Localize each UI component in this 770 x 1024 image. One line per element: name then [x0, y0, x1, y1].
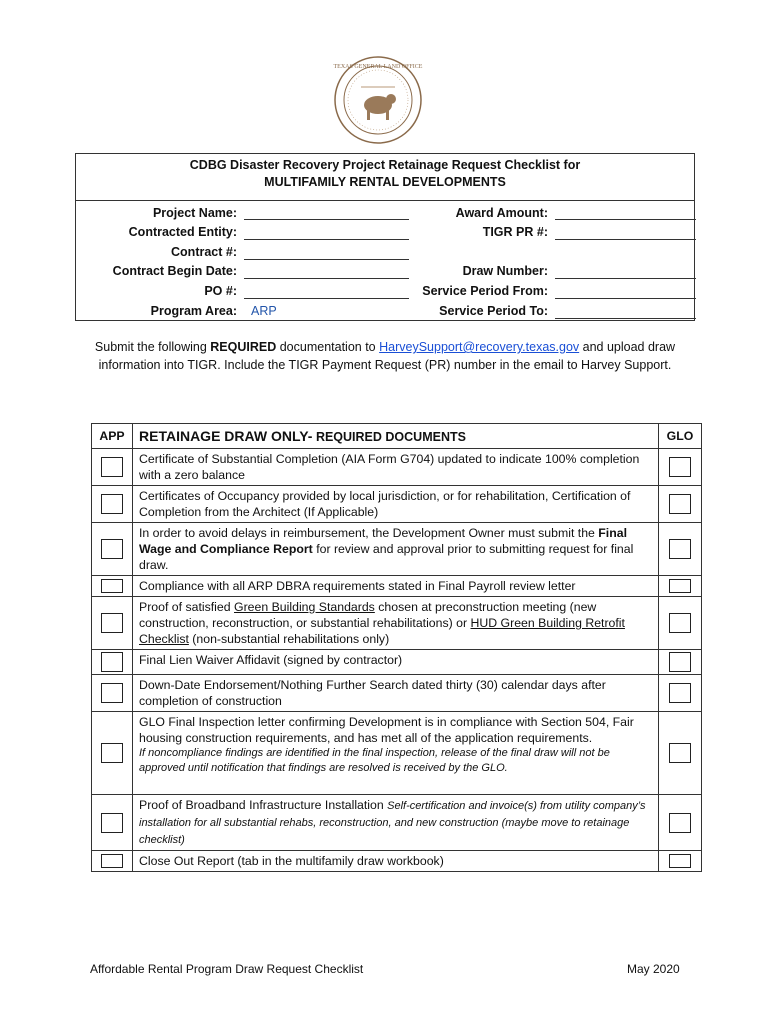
glo-column-header: GLO	[659, 424, 702, 449]
requirement-text: Certificates of Occupancy provided by local jurisdiction, or for rehabilitation, Certification of Completion from the Architect (If Applicable)	[133, 486, 659, 523]
app-checkbox[interactable]	[101, 494, 123, 514]
tigr-pr-label: TIGR PR #:	[482, 225, 548, 239]
award-amount-field[interactable]	[555, 219, 696, 220]
contracted-entity-field[interactable]	[244, 239, 409, 240]
requirement-text: Close Out Report (tab in the multifamily draw workbook)	[133, 851, 659, 872]
submission-instructions: Submit the following REQUIRED documentation to HarveySupport@recovery.texas.gov and upload draw information into TIGR. Include the TIGR Payment Request (PR) number in the email to Harvey Support.	[94, 340, 676, 372]
requirement-text: Certificate of Substantial Completion (AIA Form G704) updated to indicate 100% completion with a zero balance	[133, 449, 659, 486]
draw-number-label: Draw Number:	[462, 264, 548, 278]
app-checkbox[interactable]	[101, 854, 123, 868]
app-checkbox[interactable]	[101, 457, 123, 477]
harvey-support-email-link[interactable]: HarveySupport@recovery.texas.gov	[379, 340, 580, 354]
requirement-text: Compliance with all ARP DBRA requirements stated in Final Payroll review letter	[133, 576, 659, 597]
footer-date: May 2020	[627, 962, 680, 976]
glo-checkbox[interactable]	[669, 494, 691, 514]
form-title-line2: MULTIFAMILY RENTAL DEVELOPMENTS	[264, 175, 506, 189]
program-area-value[interactable]: ARP	[251, 304, 277, 318]
service-period-to-field[interactable]	[555, 318, 696, 319]
table-row	[92, 712, 702, 795]
app-checkbox[interactable]	[101, 652, 123, 672]
form-title	[75, 153, 695, 201]
contract-number-field[interactable]	[244, 259, 409, 260]
requirement-text: Proof of satisfied Green Building Standards chosen at preconstruction meeting (new construction, reconstruction, or substantial rehabilitations) or HUD Green Building Retrofit Checklist (non-substantial rehabilitations only)	[133, 597, 659, 650]
contract-begin-date-label: Contract Begin Date:	[112, 264, 237, 278]
po-number-label: PO #:	[204, 284, 237, 298]
award-amount-label: Award Amount:	[455, 206, 548, 220]
svg-text:TEXAS GENERAL LAND OFFICE: TEXAS GENERAL LAND OFFICE	[333, 64, 423, 70]
requirement-text: In order to avoid delays in reimbursement, the Development Owner must submit the Final Wage and Compliance Report for review and approval prior to submitting request for final draw.	[133, 523, 659, 576]
service-period-to-label: Service Period To:	[439, 304, 548, 318]
table-row	[92, 597, 702, 650]
app-column-header: APP	[92, 424, 133, 449]
project-info-box	[75, 201, 695, 321]
table-row	[92, 675, 702, 712]
table-row	[92, 650, 702, 675]
tigr-pr-field[interactable]	[555, 239, 696, 240]
service-period-from-field[interactable]	[555, 298, 696, 299]
form-title-line1: CDBG Disaster Recovery Project Retainage Request Checklist for	[189, 158, 581, 172]
project-name-label: Project Name:	[152, 206, 237, 220]
project-name-field[interactable]	[244, 219, 409, 220]
app-checkbox[interactable]	[101, 579, 123, 593]
requirement-text: Final Lien Waiver Affidavit (signed by contractor)	[133, 650, 659, 675]
table-row	[92, 795, 702, 851]
table-row	[92, 523, 702, 576]
requirement-text: Proof of Broadband Infrastructure Installation Self-certification and invoice(s) from utility company’s installation for all substantial rehabs, reconstruction, and new construction (maybe move to retainage checklist)	[133, 795, 659, 851]
po-number-field[interactable]	[244, 298, 409, 299]
footer-title: Affordable Rental Program Draw Request Checklist	[90, 962, 364, 976]
retainage-checklist-table	[91, 423, 702, 872]
contract-number-label: Contract #:	[171, 245, 237, 259]
requirement-text: Down-Date Endorsement/Nothing Further Search dated thirty (30) calendar days after completion of construction	[133, 675, 659, 712]
glo-checkbox[interactable]	[669, 743, 691, 763]
glo-checkbox[interactable]	[669, 854, 691, 868]
app-checkbox[interactable]	[101, 613, 123, 633]
documents-column-header: RETAINAGE DRAW ONLY- REQUIRED DOCUMENTS	[133, 424, 659, 449]
app-checkbox[interactable]	[101, 683, 123, 703]
table-row	[92, 486, 702, 523]
glo-seal-logo	[333, 55, 423, 145]
contract-begin-date-field[interactable]	[244, 278, 409, 279]
glo-checkbox[interactable]	[669, 579, 691, 593]
draw-number-field[interactable]	[555, 278, 696, 279]
app-checkbox[interactable]	[101, 813, 123, 833]
program-area-label: Program Area:	[150, 304, 237, 318]
table-header-row	[92, 424, 702, 449]
glo-checkbox[interactable]	[669, 539, 691, 559]
app-checkbox[interactable]	[101, 743, 123, 763]
glo-checkbox[interactable]	[669, 813, 691, 833]
table-row	[92, 851, 702, 872]
service-period-from-label: Service Period From:	[422, 284, 548, 298]
glo-checkbox[interactable]	[669, 652, 691, 672]
glo-checkbox[interactable]	[669, 683, 691, 703]
table-row	[92, 449, 702, 486]
glo-checkbox[interactable]	[669, 457, 691, 477]
contracted-entity-label: Contracted Entity:	[128, 225, 237, 239]
glo-checkbox[interactable]	[669, 613, 691, 633]
requirement-text: GLO Final Inspection letter confirming Development is in compliance with Section 504, Fair housing construction requirements, and has met all of the application requirements. If noncompliance findings are identified in the final inspection, release of the final draw will not be approved until notification that findings are resolved is received by the GLO.	[133, 712, 659, 795]
app-checkbox[interactable]	[101, 539, 123, 559]
table-row	[92, 576, 702, 597]
